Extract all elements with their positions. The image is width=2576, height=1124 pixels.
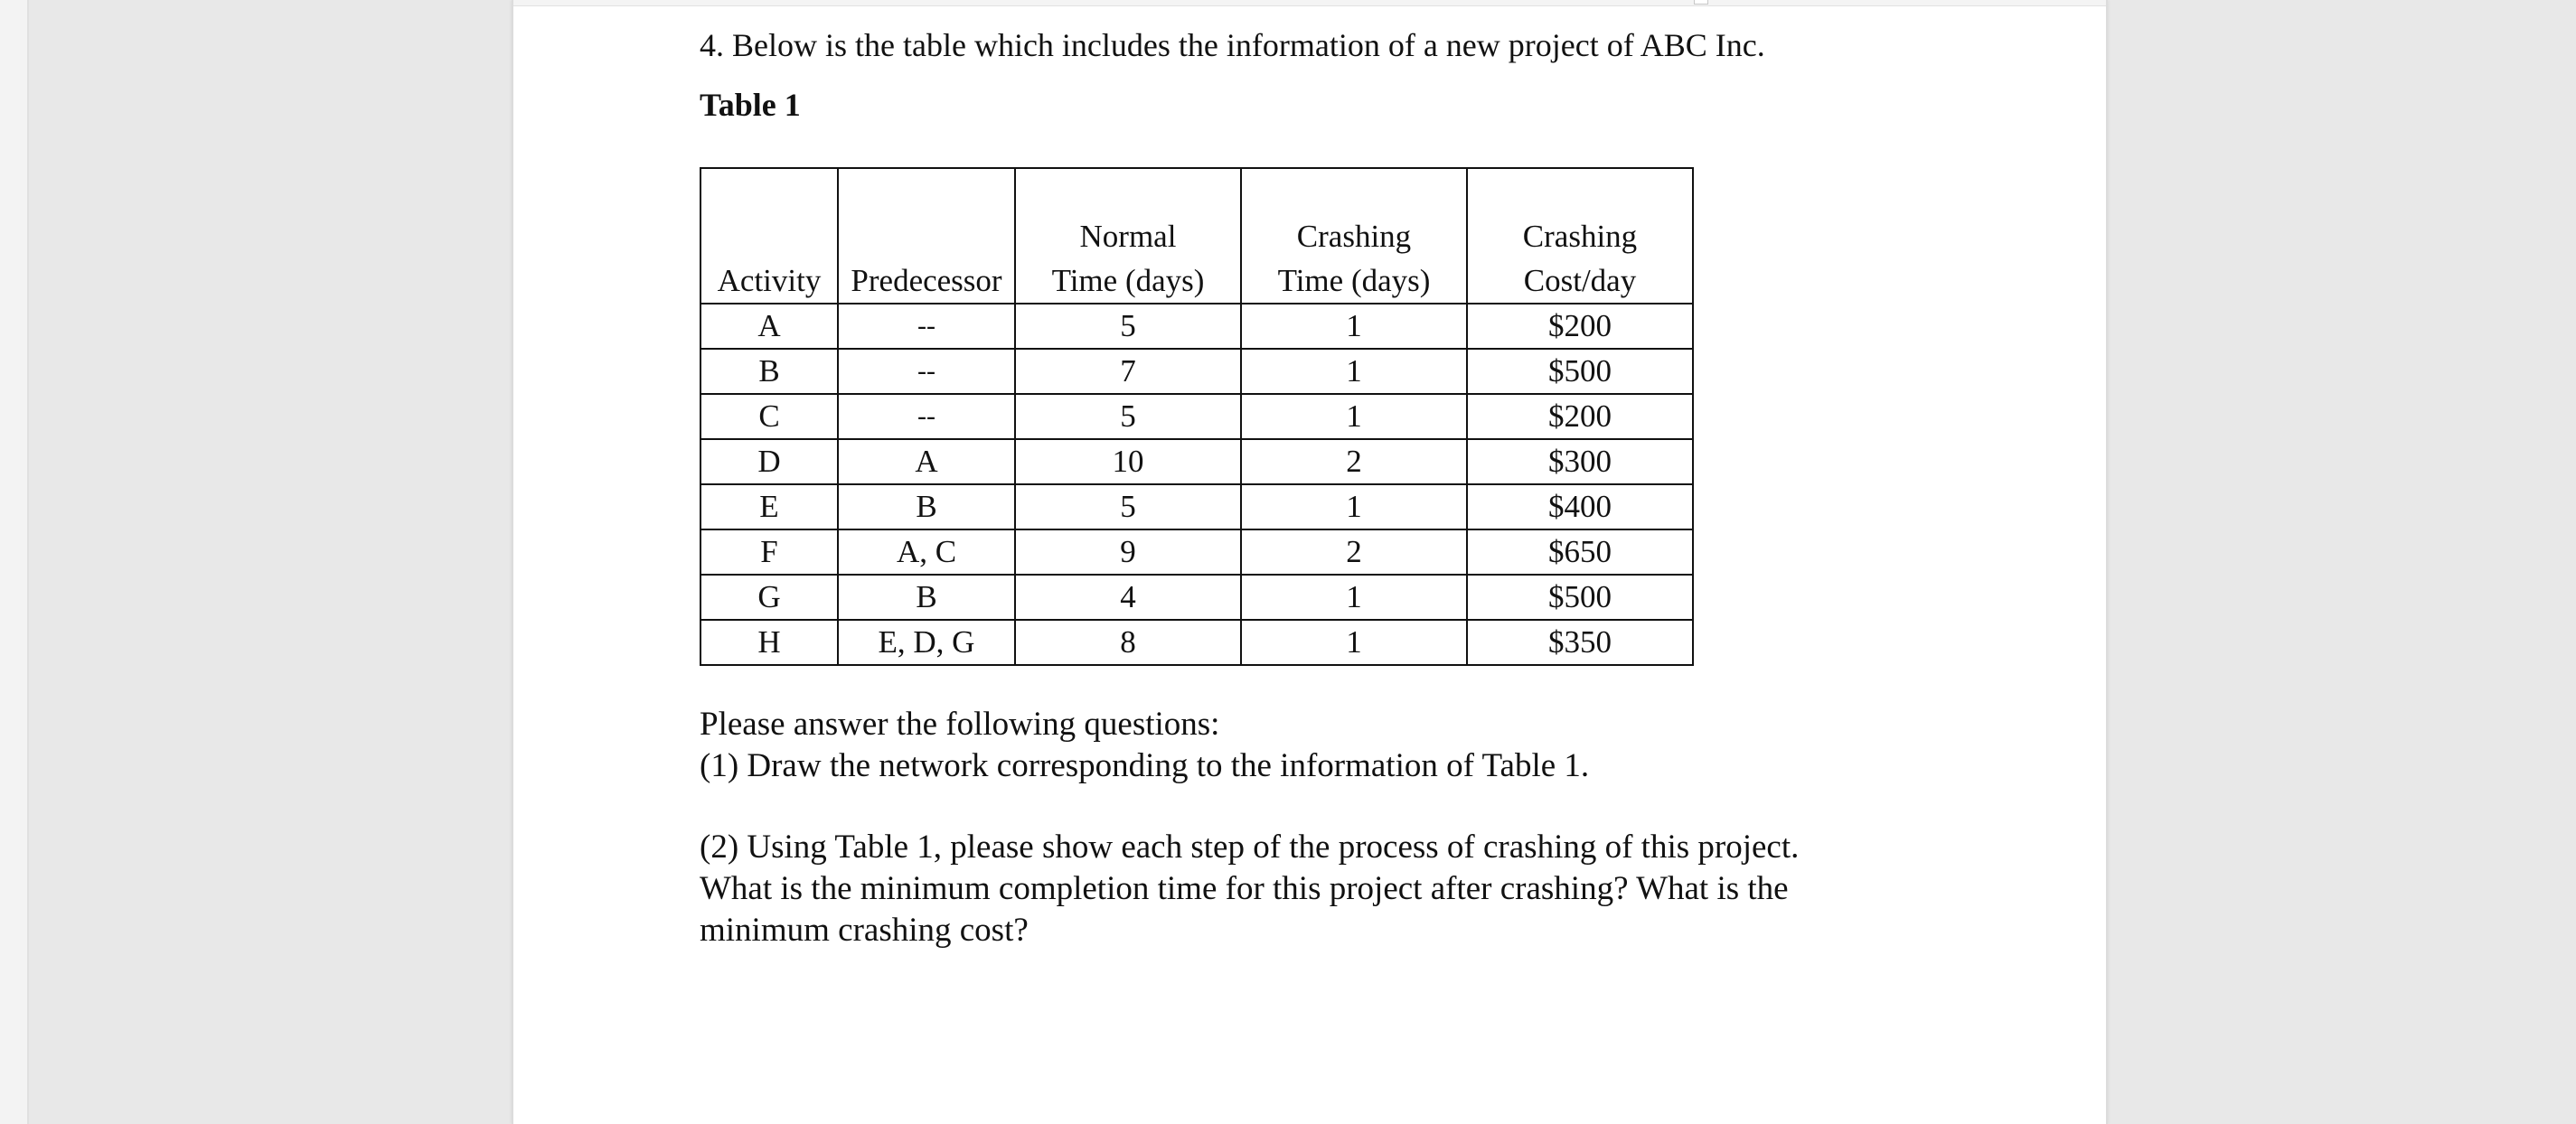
cell-crashing-cost: $500 bbox=[1467, 575, 1693, 620]
table-row bbox=[700, 529, 1693, 575]
cell-crashing-time: 1 bbox=[1241, 484, 1467, 529]
cell-activity: C bbox=[700, 394, 838, 439]
questions-prompt: Please answer the following questions: bbox=[700, 706, 1220, 743]
cell-predecessor: A bbox=[838, 439, 1015, 484]
cell-crashing-cost: $400 bbox=[1467, 484, 1693, 529]
cell-normal-time: 8 bbox=[1015, 620, 1241, 665]
table-row bbox=[700, 575, 1693, 620]
cell-crashing-time: 1 bbox=[1241, 349, 1467, 394]
questions-block bbox=[700, 704, 1893, 951]
header-predecessor: Predecessor bbox=[838, 168, 1015, 304]
cell-activity: H bbox=[700, 620, 838, 665]
cell-crashing-cost: $200 bbox=[1467, 304, 1693, 349]
left-margin-rail bbox=[0, 0, 29, 1124]
cell-crashing-time: 2 bbox=[1241, 529, 1467, 575]
cell-normal-time: 9 bbox=[1015, 529, 1241, 575]
table-title: Table 1 bbox=[700, 87, 801, 123]
cell-crashing-time: 2 bbox=[1241, 439, 1467, 484]
cell-predecessor: E, D, G bbox=[838, 620, 1015, 665]
cell-predecessor: -- bbox=[838, 304, 1015, 349]
cell-activity: B bbox=[700, 349, 838, 394]
cell-activity: A bbox=[700, 304, 838, 349]
cell-normal-time: 4 bbox=[1015, 575, 1241, 620]
cell-predecessor: -- bbox=[838, 394, 1015, 439]
cell-predecessor: B bbox=[838, 575, 1015, 620]
spacer bbox=[700, 787, 1893, 827]
question-intro: 4. Below is the table which includes the information of a new project of ABC Inc. bbox=[700, 27, 1765, 63]
cell-predecessor: A, C bbox=[838, 529, 1015, 575]
cell-crashing-cost: $500 bbox=[1467, 349, 1693, 394]
question-2-line-3: minimum crashing cost? bbox=[700, 912, 1029, 949]
cell-normal-time: 10 bbox=[1015, 439, 1241, 484]
cell-activity: G bbox=[700, 575, 838, 620]
table-row bbox=[700, 394, 1693, 439]
table-row bbox=[700, 439, 1693, 484]
table-row bbox=[700, 304, 1693, 349]
header-activity: Activity bbox=[700, 168, 838, 304]
table-header-row bbox=[700, 168, 1693, 304]
cell-activity: D bbox=[700, 439, 838, 484]
header-crashing-time: Crashing Time (days) bbox=[1241, 168, 1467, 304]
page-top-edge bbox=[513, 0, 2106, 6]
question-2-line-2: What is the minimum completion time for this project after crashing? What is the bbox=[700, 870, 1789, 907]
table-row bbox=[700, 349, 1693, 394]
question-2-line-1: (2) Using Table 1, please show each step of the process of crashing of this project. bbox=[700, 829, 1800, 866]
cell-activity: E bbox=[700, 484, 838, 529]
question-1: (1) Draw the network corresponding to the information of Table 1. bbox=[700, 747, 1590, 784]
page-corner-marker bbox=[1694, 0, 1708, 5]
cell-normal-time: 5 bbox=[1015, 394, 1241, 439]
cell-crashing-time: 1 bbox=[1241, 575, 1467, 620]
cell-crashing-cost: $300 bbox=[1467, 439, 1693, 484]
cell-activity: F bbox=[700, 529, 838, 575]
cell-crashing-cost: $350 bbox=[1467, 620, 1693, 665]
cell-crashing-cost: $650 bbox=[1467, 529, 1693, 575]
table-row bbox=[700, 620, 1693, 665]
header-normal-time: Normal Time (days) bbox=[1015, 168, 1241, 304]
project-table bbox=[700, 167, 1694, 666]
cell-crashing-time: 1 bbox=[1241, 620, 1467, 665]
cell-crashing-time: 1 bbox=[1241, 394, 1467, 439]
cell-predecessor: -- bbox=[838, 349, 1015, 394]
cell-normal-time: 5 bbox=[1015, 484, 1241, 529]
header-crashing-cost: Crashing Cost/day bbox=[1467, 168, 1693, 304]
table-row bbox=[700, 484, 1693, 529]
page-content bbox=[700, 22, 1893, 949]
cell-crashing-cost: $200 bbox=[1467, 394, 1693, 439]
document-page bbox=[512, 0, 2108, 1124]
cell-crashing-time: 1 bbox=[1241, 304, 1467, 349]
cell-normal-time: 5 bbox=[1015, 304, 1241, 349]
cell-predecessor: B bbox=[838, 484, 1015, 529]
cell-normal-time: 7 bbox=[1015, 349, 1241, 394]
